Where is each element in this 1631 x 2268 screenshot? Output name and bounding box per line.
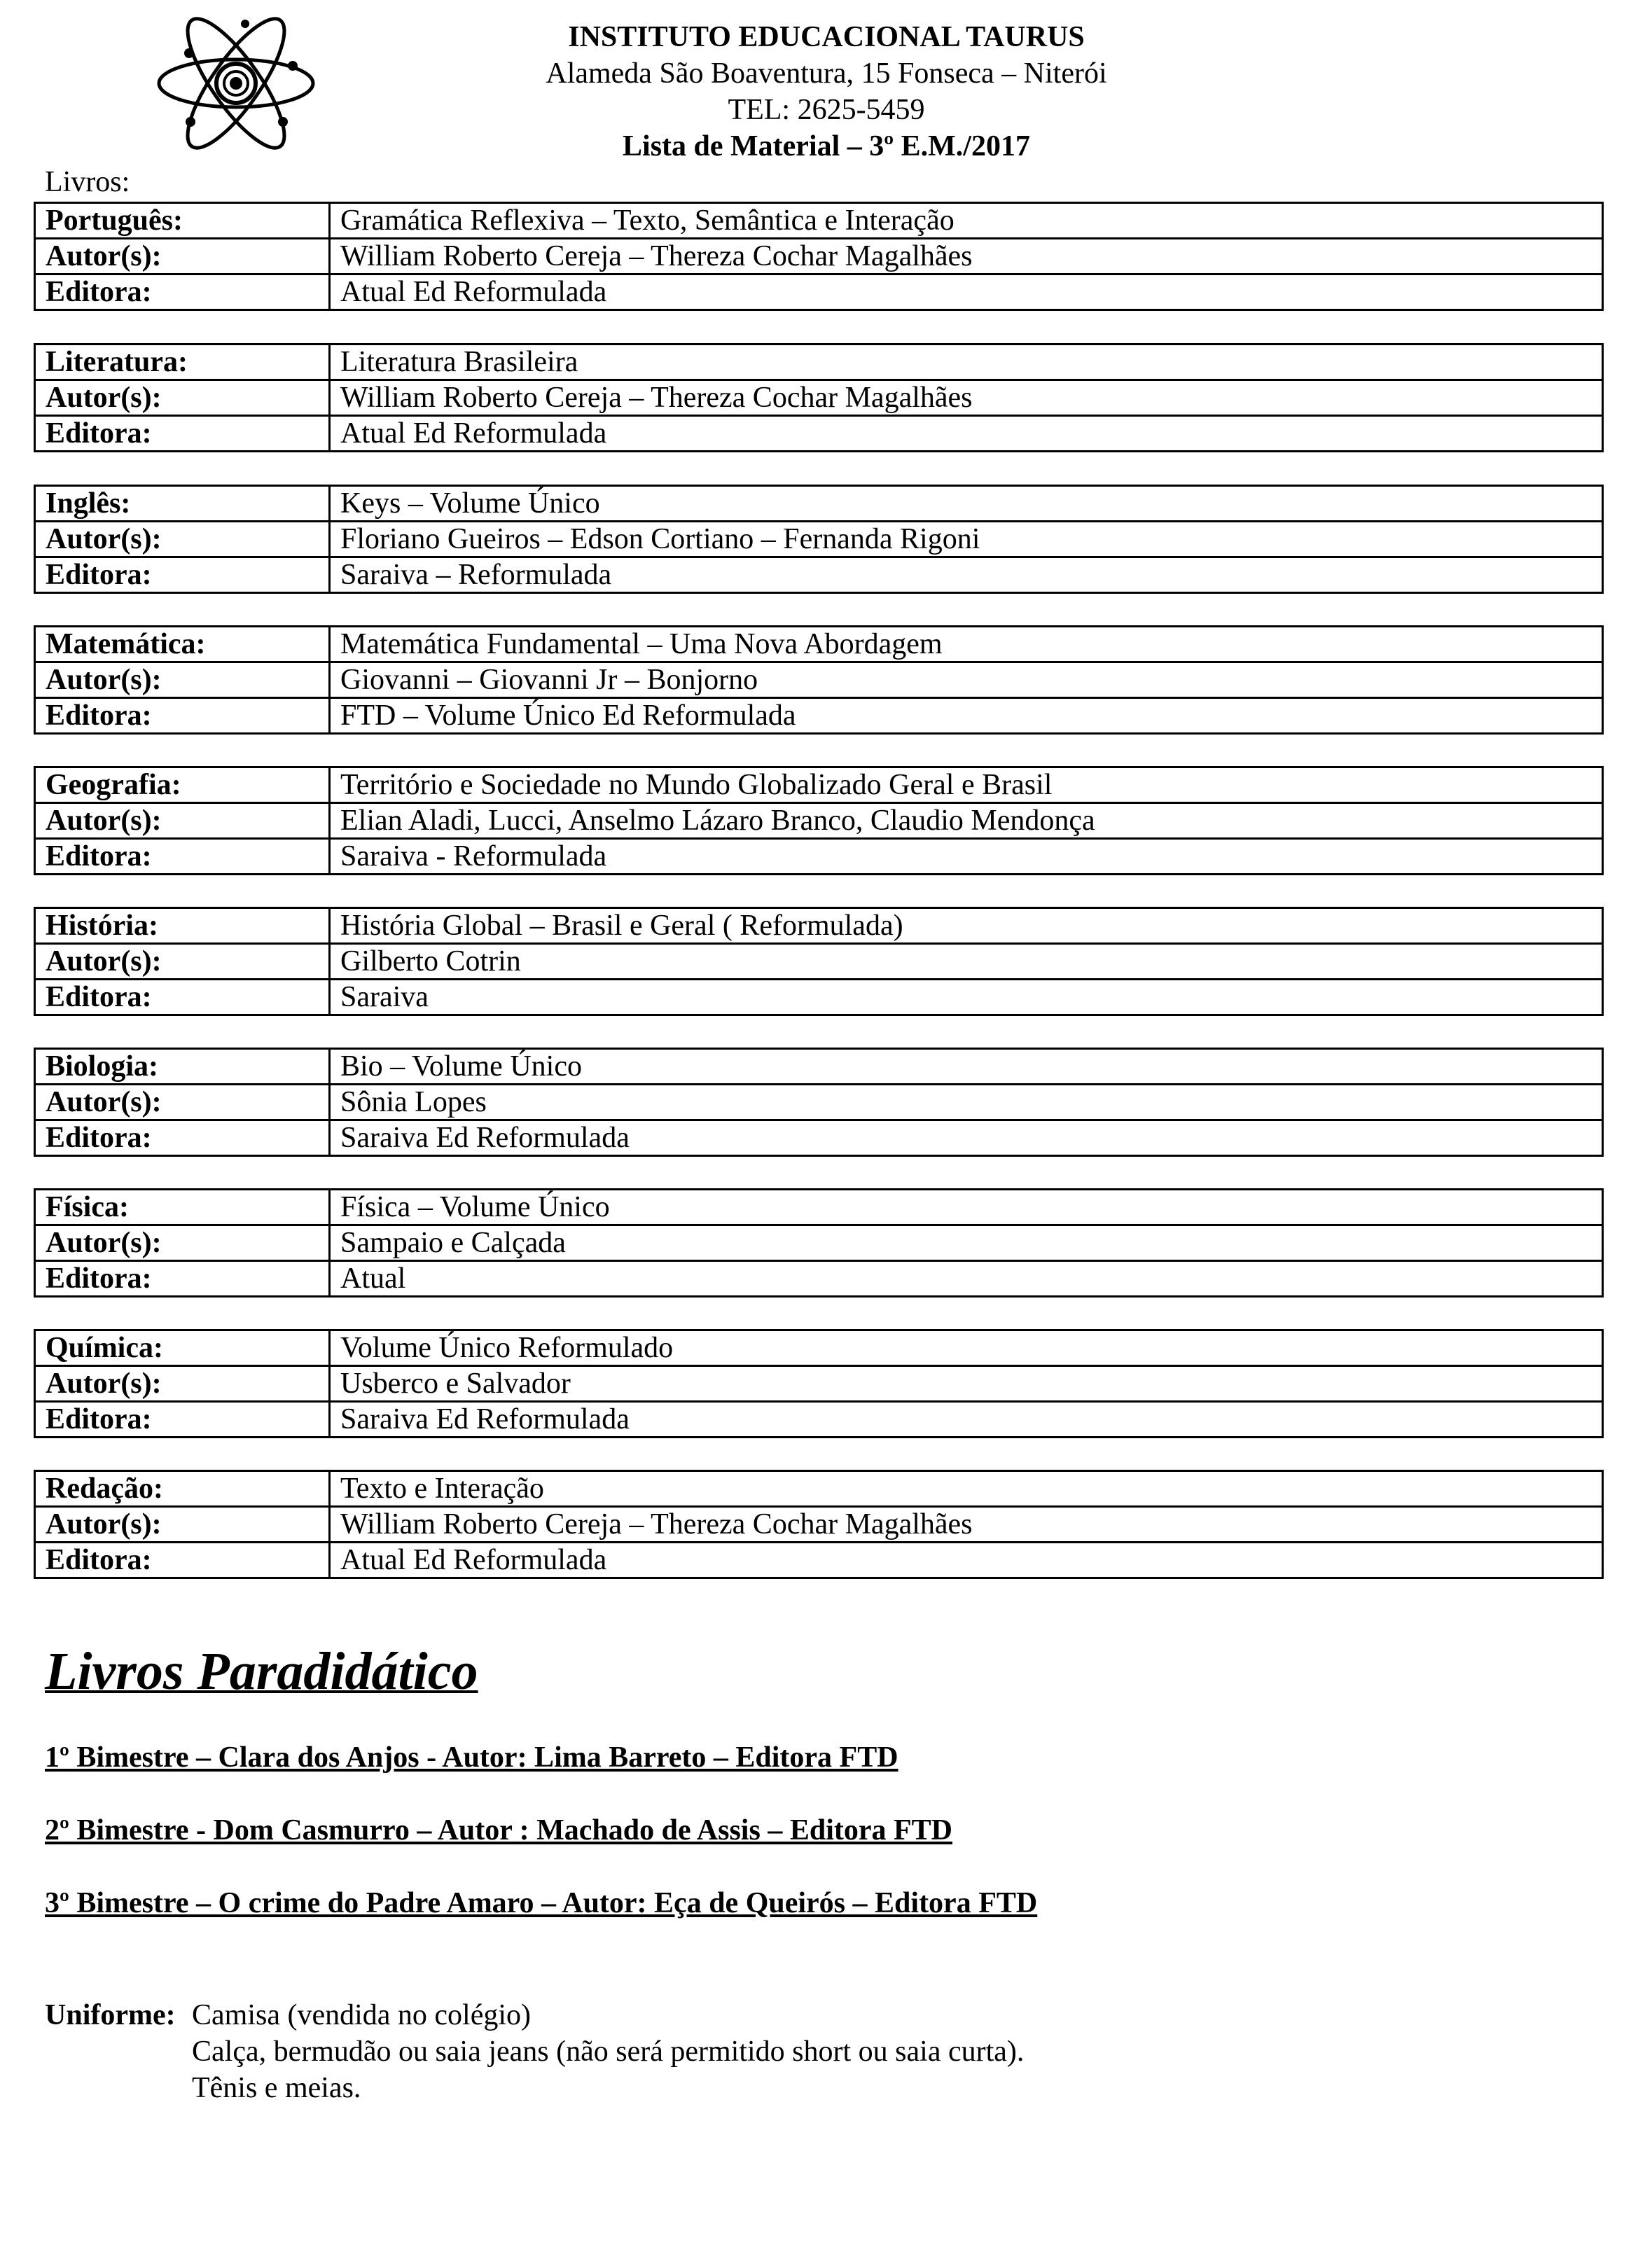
book-author: Giovanni – Giovanni Jr – Bonjorno <box>330 662 1603 698</box>
author-label: Autor(s): <box>35 1366 330 1402</box>
author-row <box>35 522 1603 557</box>
book-table-redacao <box>34 1470 1604 1579</box>
book-table-biologia <box>34 1048 1604 1157</box>
uniform-line: Calça, bermudão ou saia jeans (não será permitido short ou saia curta). <box>192 2036 1025 2068</box>
uniform-line: Camisa (vendida no colégio) <box>192 1999 532 2031</box>
author-label: Autor(s): <box>35 1225 330 1261</box>
subject-row <box>35 203 1603 239</box>
book-title: Volume Único Reformulado <box>330 1330 1603 1366</box>
book-author: Sampaio e Calçada <box>330 1225 1603 1261</box>
publisher-row <box>35 839 1603 875</box>
subject-row <box>35 486 1603 522</box>
book-publisher: Saraiva Ed Reformulada <box>330 1402 1603 1438</box>
book-title: Literatura Brasileira <box>330 345 1603 380</box>
publisher-row <box>35 698 1603 734</box>
subject-label: Inglês: <box>35 486 330 522</box>
book-publisher: Atual Ed Reformulada <box>330 416 1603 452</box>
publisher-row <box>35 980 1603 1015</box>
subject-label: Português: <box>35 203 330 239</box>
book-table-geografia <box>34 766 1604 875</box>
subject-label: Matemática: <box>35 627 330 662</box>
subject-row <box>35 1190 1603 1225</box>
paradidaticos-title: Livros Paradidático <box>45 1642 478 1701</box>
book-table-literatura <box>34 343 1604 452</box>
book-author: Sônia Lopes <box>330 1085 1603 1120</box>
publisher-label: Editora: <box>35 698 330 734</box>
author-row <box>35 1366 1603 1402</box>
publisher-label: Editora: <box>35 557 330 593</box>
publisher-row <box>35 1543 1603 1578</box>
book-publisher: Atual <box>330 1261 1603 1297</box>
publisher-label: Editora: <box>35 274 330 310</box>
publisher-row <box>35 1261 1603 1297</box>
author-row <box>35 1225 1603 1261</box>
publisher-row <box>35 416 1603 452</box>
author-label: Autor(s): <box>35 803 330 839</box>
book-publisher: Saraiva - Reformulada <box>330 839 1603 875</box>
book-author: Gilberto Cotrin <box>330 944 1603 980</box>
subject-label: Física: <box>35 1190 330 1225</box>
book-publisher: Saraiva Ed Reformulada <box>330 1120 1603 1156</box>
subject-label: Geografia: <box>35 767 330 803</box>
book-table-historia <box>34 907 1604 1016</box>
subject-label: Química: <box>35 1330 330 1366</box>
subject-row <box>35 345 1603 380</box>
book-table-quimica <box>34 1329 1604 1438</box>
publisher-row <box>35 274 1603 310</box>
subject-row <box>35 908 1603 944</box>
school-name: INSTITUTO EDUCACIONAL TAURUS <box>568 21 1085 53</box>
publisher-label: Editora: <box>35 980 330 1015</box>
author-row <box>35 662 1603 698</box>
publisher-label: Editora: <box>35 839 330 875</box>
author-label: Autor(s): <box>35 1507 330 1543</box>
book-author: Floriano Gueiros – Edson Cortiano – Fernanda Rigoni <box>330 522 1603 557</box>
book-publisher: Saraiva <box>330 980 1603 1015</box>
subject-label: História: <box>35 908 330 944</box>
paradidatico-item: 1º Bimestre – Clara dos Anjos - Autor: Lima Barreto – Editora FTD <box>45 1741 898 1774</box>
publisher-row <box>35 1402 1603 1438</box>
book-table-fisica <box>34 1188 1604 1298</box>
school-address: Alameda São Boaventura, 15 Fonseca – Niterói <box>546 57 1107 90</box>
subject-row <box>35 767 1603 803</box>
book-table-ingles <box>34 485 1604 594</box>
publisher-label: Editora: <box>35 1261 330 1297</box>
book-publisher: Saraiva – Reformulada <box>330 557 1603 593</box>
publisher-label: Editora: <box>35 416 330 452</box>
paradidatico-item: 2º Bimestre - Dom Casmurro – Autor : Machado de Assis – Editora FTD <box>45 1814 952 1846</box>
book-author: Elian Aladi, Lucci, Anselmo Lázaro Branco, Claudio Mendonça <box>330 803 1603 839</box>
list-title: Lista de Material – 3º E.M./2017 <box>623 130 1030 162</box>
paradidatico-item: 3º Bimestre – O crime do Padre Amaro – Autor: Eça de Queirós – Editora FTD <box>45 1887 1038 1919</box>
uniform-label: Uniforme: <box>45 1999 176 2031</box>
author-row <box>35 803 1603 839</box>
publisher-label: Editora: <box>35 1543 330 1578</box>
author-label: Autor(s): <box>35 944 330 980</box>
subject-row <box>35 627 1603 662</box>
author-label: Autor(s): <box>35 662 330 698</box>
book-author: William Roberto Cereja – Thereza Cochar Magalhães <box>330 239 1603 274</box>
book-title: Gramática Reflexiva – Texto, Semântica e Interação <box>330 203 1603 239</box>
book-title: Território e Sociedade no Mundo Globalizado Geral e Brasil <box>330 767 1603 803</box>
book-title: Keys – Volume Único <box>330 486 1603 522</box>
atom-logo <box>155 17 317 150</box>
school-phone: TEL: 2625-5459 <box>728 94 925 126</box>
author-row <box>35 239 1603 274</box>
subject-row <box>35 1471 1603 1507</box>
book-publisher: Atual Ed Reformulada <box>330 1543 1603 1578</box>
author-row <box>35 944 1603 980</box>
subject-label: Literatura: <box>35 345 330 380</box>
author-row <box>35 1085 1603 1120</box>
subject-label: Biologia: <box>35 1049 330 1085</box>
book-title: Bio – Volume Único <box>330 1049 1603 1085</box>
books-label: Livros: <box>45 166 130 198</box>
author-row <box>35 380 1603 416</box>
book-publisher: FTD – Volume Único Ed Reformulada <box>330 698 1603 734</box>
author-label: Autor(s): <box>35 522 330 557</box>
book-title: Texto e Interação <box>330 1471 1603 1507</box>
book-table-portugues <box>34 202 1604 311</box>
author-row <box>35 1507 1603 1543</box>
subject-label: Redação: <box>35 1471 330 1507</box>
uniform-line: Tênis e meias. <box>192 2072 361 2104</box>
publisher-row <box>35 557 1603 593</box>
author-label: Autor(s): <box>35 380 330 416</box>
author-label: Autor(s): <box>35 239 330 274</box>
publisher-label: Editora: <box>35 1402 330 1438</box>
book-title: História Global – Brasil e Geral ( Reformulada) <box>330 908 1603 944</box>
publisher-row <box>35 1120 1603 1156</box>
author-label: Autor(s): <box>35 1085 330 1120</box>
book-title: Física – Volume Único <box>330 1190 1603 1225</box>
book-author: William Roberto Cereja – Thereza Cochar Magalhães <box>330 380 1603 416</box>
book-author: Usberco e Salvador <box>330 1366 1603 1402</box>
book-title: Matemática Fundamental – Uma Nova Abordagem <box>330 627 1603 662</box>
book-table-matematica <box>34 625 1604 735</box>
publisher-label: Editora: <box>35 1120 330 1156</box>
subject-row <box>35 1049 1603 1085</box>
book-author: William Roberto Cereja – Thereza Cochar Magalhães <box>330 1507 1603 1543</box>
book-publisher: Atual Ed Reformulada <box>330 274 1603 310</box>
subject-row <box>35 1330 1603 1366</box>
